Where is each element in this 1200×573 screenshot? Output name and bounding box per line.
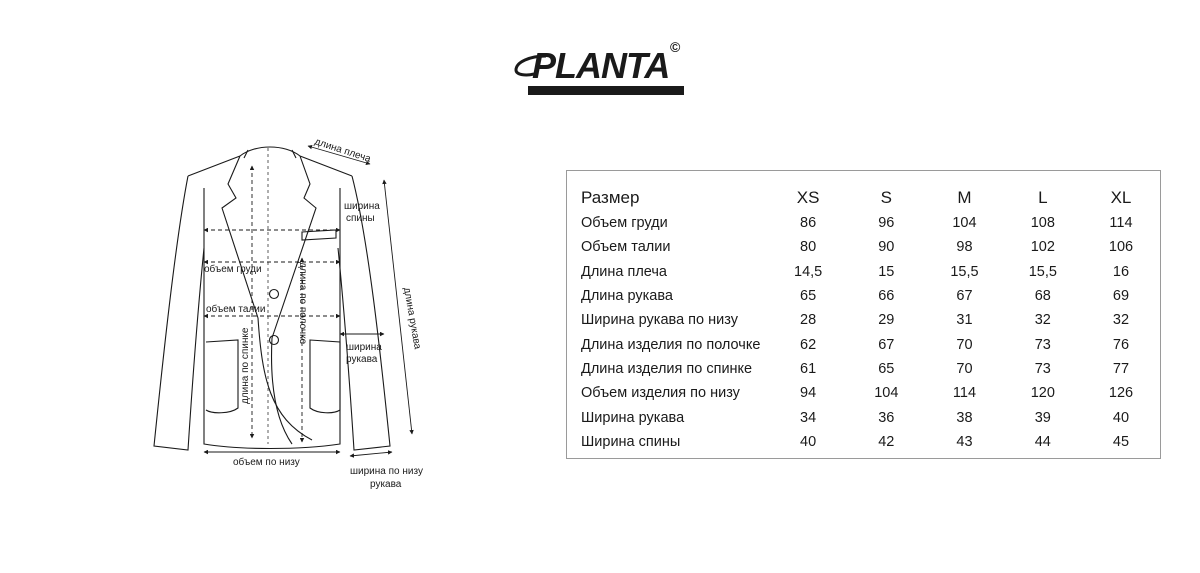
hem-volume-label: объем по низу xyxy=(233,457,300,468)
cell-value: 14,5 xyxy=(794,263,823,280)
table-row xyxy=(581,284,1160,308)
cell-value: 120 xyxy=(1030,385,1055,402)
cell-value: 76 xyxy=(1112,336,1130,353)
cell-value: 106 xyxy=(1108,239,1134,256)
back-length-label: длина по спинке xyxy=(240,327,251,404)
row-label: Объем талии xyxy=(581,239,671,256)
cell-value: 36 xyxy=(878,409,895,426)
size-header-row xyxy=(581,185,1160,211)
cell-value: 102 xyxy=(1030,239,1055,256)
row-label: Объем изделия по низу xyxy=(581,385,740,402)
front-length-label: длина по полочке xyxy=(297,262,308,345)
logo-underline-bar xyxy=(528,86,684,95)
cell-value: 77 xyxy=(1112,360,1130,377)
cell-value: 32 xyxy=(1112,312,1130,329)
cell-value: 80 xyxy=(800,239,817,256)
size-s-header: S xyxy=(880,188,892,207)
table-row xyxy=(581,235,1160,259)
row-label: Длина плеча xyxy=(581,263,667,280)
table-row xyxy=(581,308,1160,332)
cell-value: 104 xyxy=(874,385,899,402)
cell-value: 90 xyxy=(878,239,895,256)
size-xl-header: XL xyxy=(1110,188,1132,207)
cell-value: 34 xyxy=(800,409,817,426)
size-chart-table xyxy=(566,170,1161,459)
row-label: Ширина рукава xyxy=(581,409,685,426)
cell-value: 65 xyxy=(878,360,895,377)
back-width-label-line1: ширина xyxy=(344,201,380,212)
cell-value: 38 xyxy=(956,409,973,426)
row-label: Объем груди xyxy=(581,215,668,232)
cell-value: 67 xyxy=(956,288,973,305)
cell-value: 44 xyxy=(1034,433,1051,450)
row-label: Ширина спины xyxy=(581,433,681,450)
cell-value: 114 xyxy=(952,385,977,402)
row-label: Длина изделия по полочке xyxy=(581,336,761,353)
cell-value: 28 xyxy=(800,312,817,329)
table-row xyxy=(581,211,1160,235)
size-l-header: L xyxy=(1038,188,1048,207)
cell-value: 67 xyxy=(878,336,895,353)
table-row xyxy=(581,405,1160,429)
table-row xyxy=(581,260,1160,284)
cell-value: 96 xyxy=(878,215,895,232)
shoulder-length-label: длина плеча xyxy=(313,136,372,165)
brand-logo xyxy=(512,40,692,100)
row-label: Ширина рукава по низу xyxy=(581,312,738,329)
row-label: Длина рукава xyxy=(581,288,673,305)
size-xs-header: XS xyxy=(796,188,820,207)
cell-value: 15,5 xyxy=(950,263,979,280)
cell-value: 15,5 xyxy=(1028,263,1057,280)
cell-value: 15 xyxy=(878,263,895,280)
cell-value: 126 xyxy=(1108,385,1134,402)
table-row xyxy=(581,430,1160,454)
cell-value: 42 xyxy=(878,433,895,450)
cell-value: 39 xyxy=(1034,409,1051,426)
jacket-outline xyxy=(154,147,390,450)
size-m-header: M xyxy=(957,188,972,207)
cell-value: 29 xyxy=(878,312,895,329)
cell-value: 94 xyxy=(800,385,817,402)
waist-volume-label: объем талии xyxy=(206,304,266,315)
cell-value: 45 xyxy=(1112,433,1130,450)
cell-value: 104 xyxy=(952,215,977,232)
size-header-label: Размер xyxy=(581,188,640,207)
row-label: Длина изделия по спинке xyxy=(581,360,753,377)
cell-value: 40 xyxy=(800,433,817,450)
cell-value: 69 xyxy=(1112,288,1130,305)
cell-value: 70 xyxy=(956,336,973,353)
cell-value: 73 xyxy=(1034,336,1051,353)
table-row xyxy=(581,381,1160,405)
sleeve-bottom-width-label-line1: ширина по низу xyxy=(350,466,423,477)
sleeve-width-label-line2: рукава xyxy=(346,354,378,365)
table-row xyxy=(581,357,1160,381)
logo-wordmark: PLANTA xyxy=(532,45,670,86)
cell-value: 86 xyxy=(800,215,817,232)
sleeve-width-label-line1: ширина xyxy=(346,342,382,353)
cell-value: 31 xyxy=(956,312,973,329)
cell-value: 40 xyxy=(1112,409,1130,426)
cell-value: 66 xyxy=(878,288,895,305)
cell-value: 68 xyxy=(1034,288,1051,305)
cell-value: 65 xyxy=(800,288,817,305)
cell-value: 108 xyxy=(1030,215,1055,232)
cell-value: 61 xyxy=(800,360,817,377)
cell-value: 62 xyxy=(800,336,817,353)
cell-value: 16 xyxy=(1112,263,1130,280)
cell-value: 114 xyxy=(1109,215,1133,232)
cell-value: 98 xyxy=(956,239,973,256)
cell-value: 73 xyxy=(1034,360,1051,377)
table-row xyxy=(581,332,1160,356)
cell-value: 70 xyxy=(956,360,973,377)
copyright-mark: © xyxy=(670,39,681,55)
cell-value: 43 xyxy=(956,433,973,450)
jacket-measurement-diagram xyxy=(140,128,440,498)
sleeve-length-label: длина рукава xyxy=(401,286,423,351)
cell-value: 32 xyxy=(1034,312,1051,329)
chest-volume-label: объем груди xyxy=(204,264,262,275)
sleeve-bottom-width-label-line2: рукава xyxy=(370,479,402,490)
back-width-label-line2: спины xyxy=(346,213,375,224)
